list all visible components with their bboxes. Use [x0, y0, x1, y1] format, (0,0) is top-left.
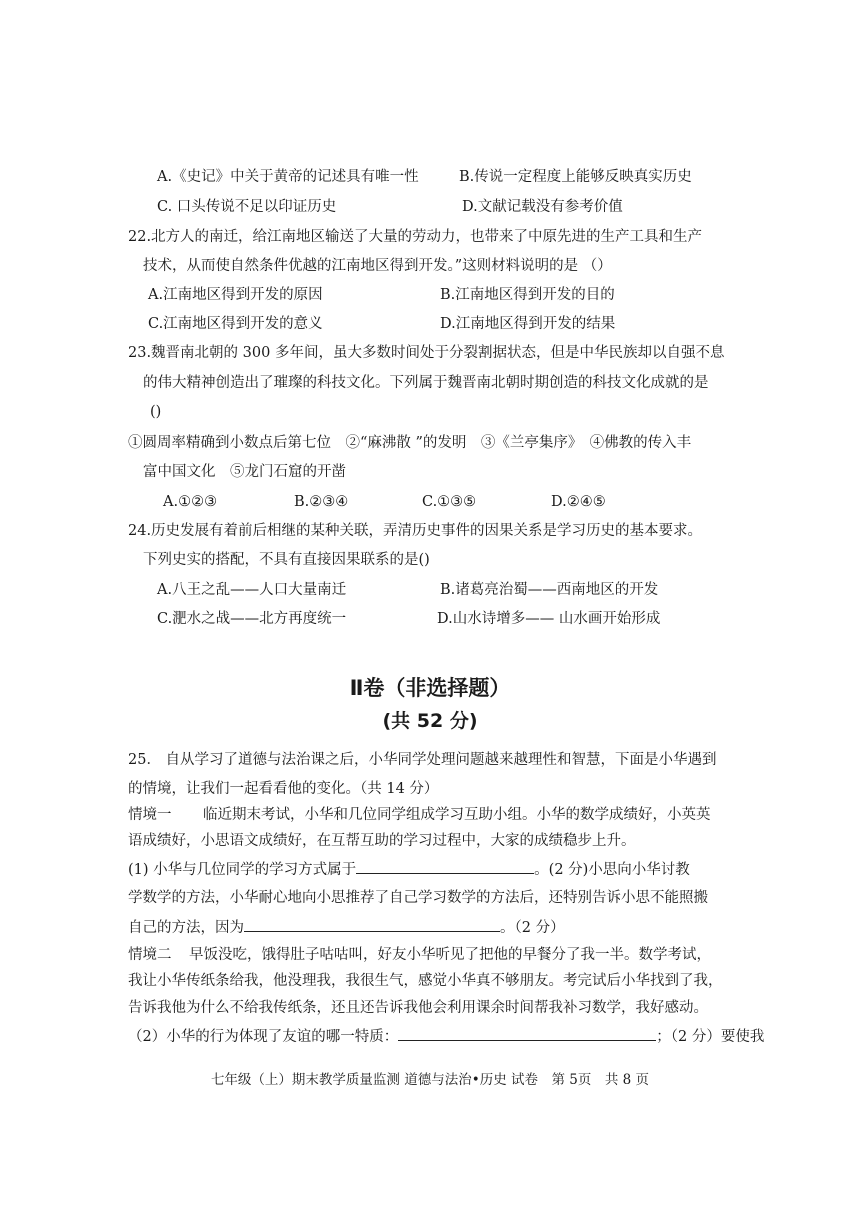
q25-subq2-prefix: （2）小华的行为体现了友谊的哪一特质：	[128, 1029, 399, 1045]
q22-option-c: C.江南地区得到开发的意义	[148, 316, 323, 332]
q25-subq1-line2: 学数学的方法，小华耐心地向小思推荐了自己学习数学的方法后，还特别告诉小思不能照搬	[128, 890, 708, 906]
q24-stem-line1: 24.历史发展有着前后相继的某种关联，弄清历史事件的因果关系是学习历史的基本要求。	[128, 523, 703, 539]
q25-subq1-line3-prefix: 自己的方法，因为	[128, 920, 244, 936]
q25-subq1-prefix: (1) 小华与几位同学的学习方式属于	[128, 862, 357, 878]
q22-stem-line2: 技术，从而使自然条件优越的江南地区得到开发。”这则材料说明的是 （）	[143, 258, 612, 274]
q24-stem-line2: 下列史实的搭配，不具有直接因果联系的是()	[143, 552, 430, 568]
q25-stem-line1: 25． 自从学习了道德与法治课之后，小华同学处理问题越来越理性和智慧，下面是小华遇到	[128, 752, 717, 768]
q23-answer-bracket: ()	[150, 404, 162, 420]
scene1-text-line1: 临近期末考试，小华和几位同学组成学习互助小组。小华的数学成绩好，小英英	[203, 807, 711, 823]
q23-stem-line2: 的伟大精神创造出了璀璨的科技文化。下列属于魏晋南北朝时期创造的科技文化成就的是	[143, 375, 709, 391]
q25-subq1-suffix: 。(2 分)小思向小华讨教	[534, 862, 690, 878]
q24-option-c: C.淝水之战——北方再度统一	[157, 611, 347, 627]
q21-option-c: C. 口头传说不足以印证历史	[157, 199, 337, 215]
q22-option-d: D.江南地区得到开发的结果	[440, 316, 616, 332]
q22-stem-line1: 22.北方人的南迁，给江南地区输送了大量的劳动力，也带来了中原先进的生产工具和生产	[128, 229, 703, 245]
q23-stem-line1: 23.魏晋南北朝的 300 多年间，虽大多数时间处于分裂割据状态，但是中华民族却以自强不息	[128, 345, 725, 361]
q24-option-b: B.诸葛亮治蜀——西南地区的开发	[440, 582, 659, 598]
q23-option-a: A.①②③	[163, 494, 218, 510]
scene2-label: 情境二	[128, 947, 172, 963]
scene1-text-line2: 语成绩好，小思语文成绩好，在互帮互助的学习过程中，大家的成绩稳步上升。	[128, 833, 636, 849]
q24-option-a: A.八王之乱——人口大量南迁	[157, 582, 347, 598]
q24-option-d: D.山水诗增多—— 山水画开始形成	[437, 611, 661, 627]
q21-option-d: D.文献记载没有参考价值	[462, 199, 623, 215]
q25-stem-line2: 的情境，让我们一起看看他的变化。（共 14 分）	[128, 781, 439, 797]
scene1-label: 情境一	[128, 807, 172, 823]
q25-subq1-line1	[128, 859, 690, 880]
answer-blank-1[interactable]	[356, 859, 534, 874]
scene2-text-line2: 我让小华传纸条给我，他没理我，我很生气，感觉小华真不够朋友。考完试后小华找到了我，	[128, 973, 723, 989]
scene2-text-line3: 告诉我他为什么不给我传纸条，还且还告诉我他会利用课余时间帮我补习数学，我好感动。	[128, 1000, 708, 1016]
q23-option-c: C.①③⑤	[422, 494, 477, 510]
section-title: Ⅱ卷（非选择题）	[349, 676, 511, 700]
section-subtitle: (共 52 分)	[382, 710, 478, 732]
answer-blank-2[interactable]	[244, 917, 500, 932]
q23-option-d: D.②④⑤	[551, 494, 606, 510]
q23-items-line1: ①圆周率精确到小数点后第七位 ②“麻沸散 ”的发明 ③《兰亭集序》 ④佛教的传入丰	[128, 435, 692, 451]
q21-option-a: A.《史记》中关于黄帝的记述具有唯一性	[157, 169, 419, 185]
page-footer: 七年级（上）期末教学质量监测 道德与法治•历史 试卷 第 5页 共 8 页	[210, 1072, 650, 1088]
answer-blank-3[interactable]	[398, 1026, 656, 1041]
q23-items-line2: 富中国文化 ⑤龙门石窟的开凿	[143, 464, 346, 480]
q25-subq2-line	[128, 1026, 764, 1047]
q22-option-b: B.江南地区得到开发的目的	[440, 287, 615, 303]
q25-subq1-line3-suffix: 。（2 分）	[500, 920, 565, 936]
q25-subq1-line3	[128, 917, 565, 938]
q23-option-b: B.②③④	[294, 494, 349, 510]
q25-subq2-suffix: ；（2 分）要使我	[656, 1029, 765, 1045]
q22-option-a: A.江南地区得到开发的原因	[148, 287, 323, 303]
scene2-text-line1: 早饭没吃，饿得肚子咕咕叫，好友小华听见了把他的早餐分了我一半。数学考试，	[189, 947, 711, 963]
q21-option-b: B.传说一定程度上能够反映真实历史	[459, 169, 692, 185]
